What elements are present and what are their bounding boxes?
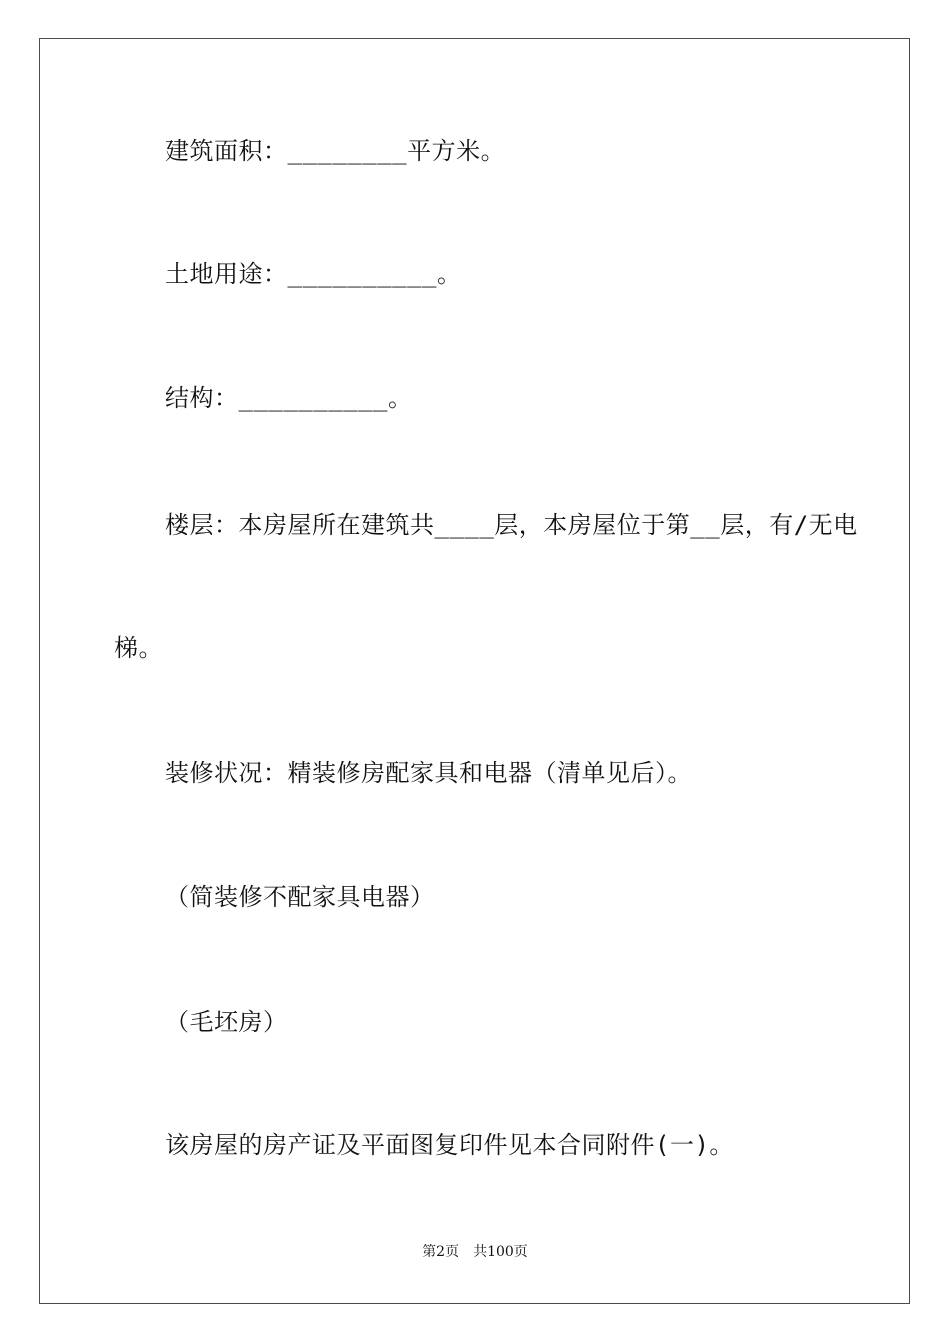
paragraph-decoration: 装修状况：精装修房配家具和电器（清单见后）。 xyxy=(165,759,692,787)
paragraph-certificate: 该房屋的房产证及平面图复印件见本合同附件(一)。 xyxy=(165,1131,734,1159)
paragraph-structure: 结构：__________。 xyxy=(165,384,413,412)
paragraph-land-use: 土地用途：__________。 xyxy=(165,260,462,288)
paragraph-floor-continued: 梯。 xyxy=(114,634,163,662)
paragraph-building-area: 建筑面积：________平方米。 xyxy=(165,137,506,165)
paragraph-simple-decoration: （简装修不配家具电器） xyxy=(165,883,435,911)
paragraph-rough-house: （毛坯房） xyxy=(165,1008,288,1036)
page-border xyxy=(39,38,910,1304)
paragraph-floor: 楼层：本房屋所在建筑共____层，本房屋位于第__层，有/无电 xyxy=(165,511,858,539)
page-number-footer: 第2页 共100页 xyxy=(422,1244,528,1260)
